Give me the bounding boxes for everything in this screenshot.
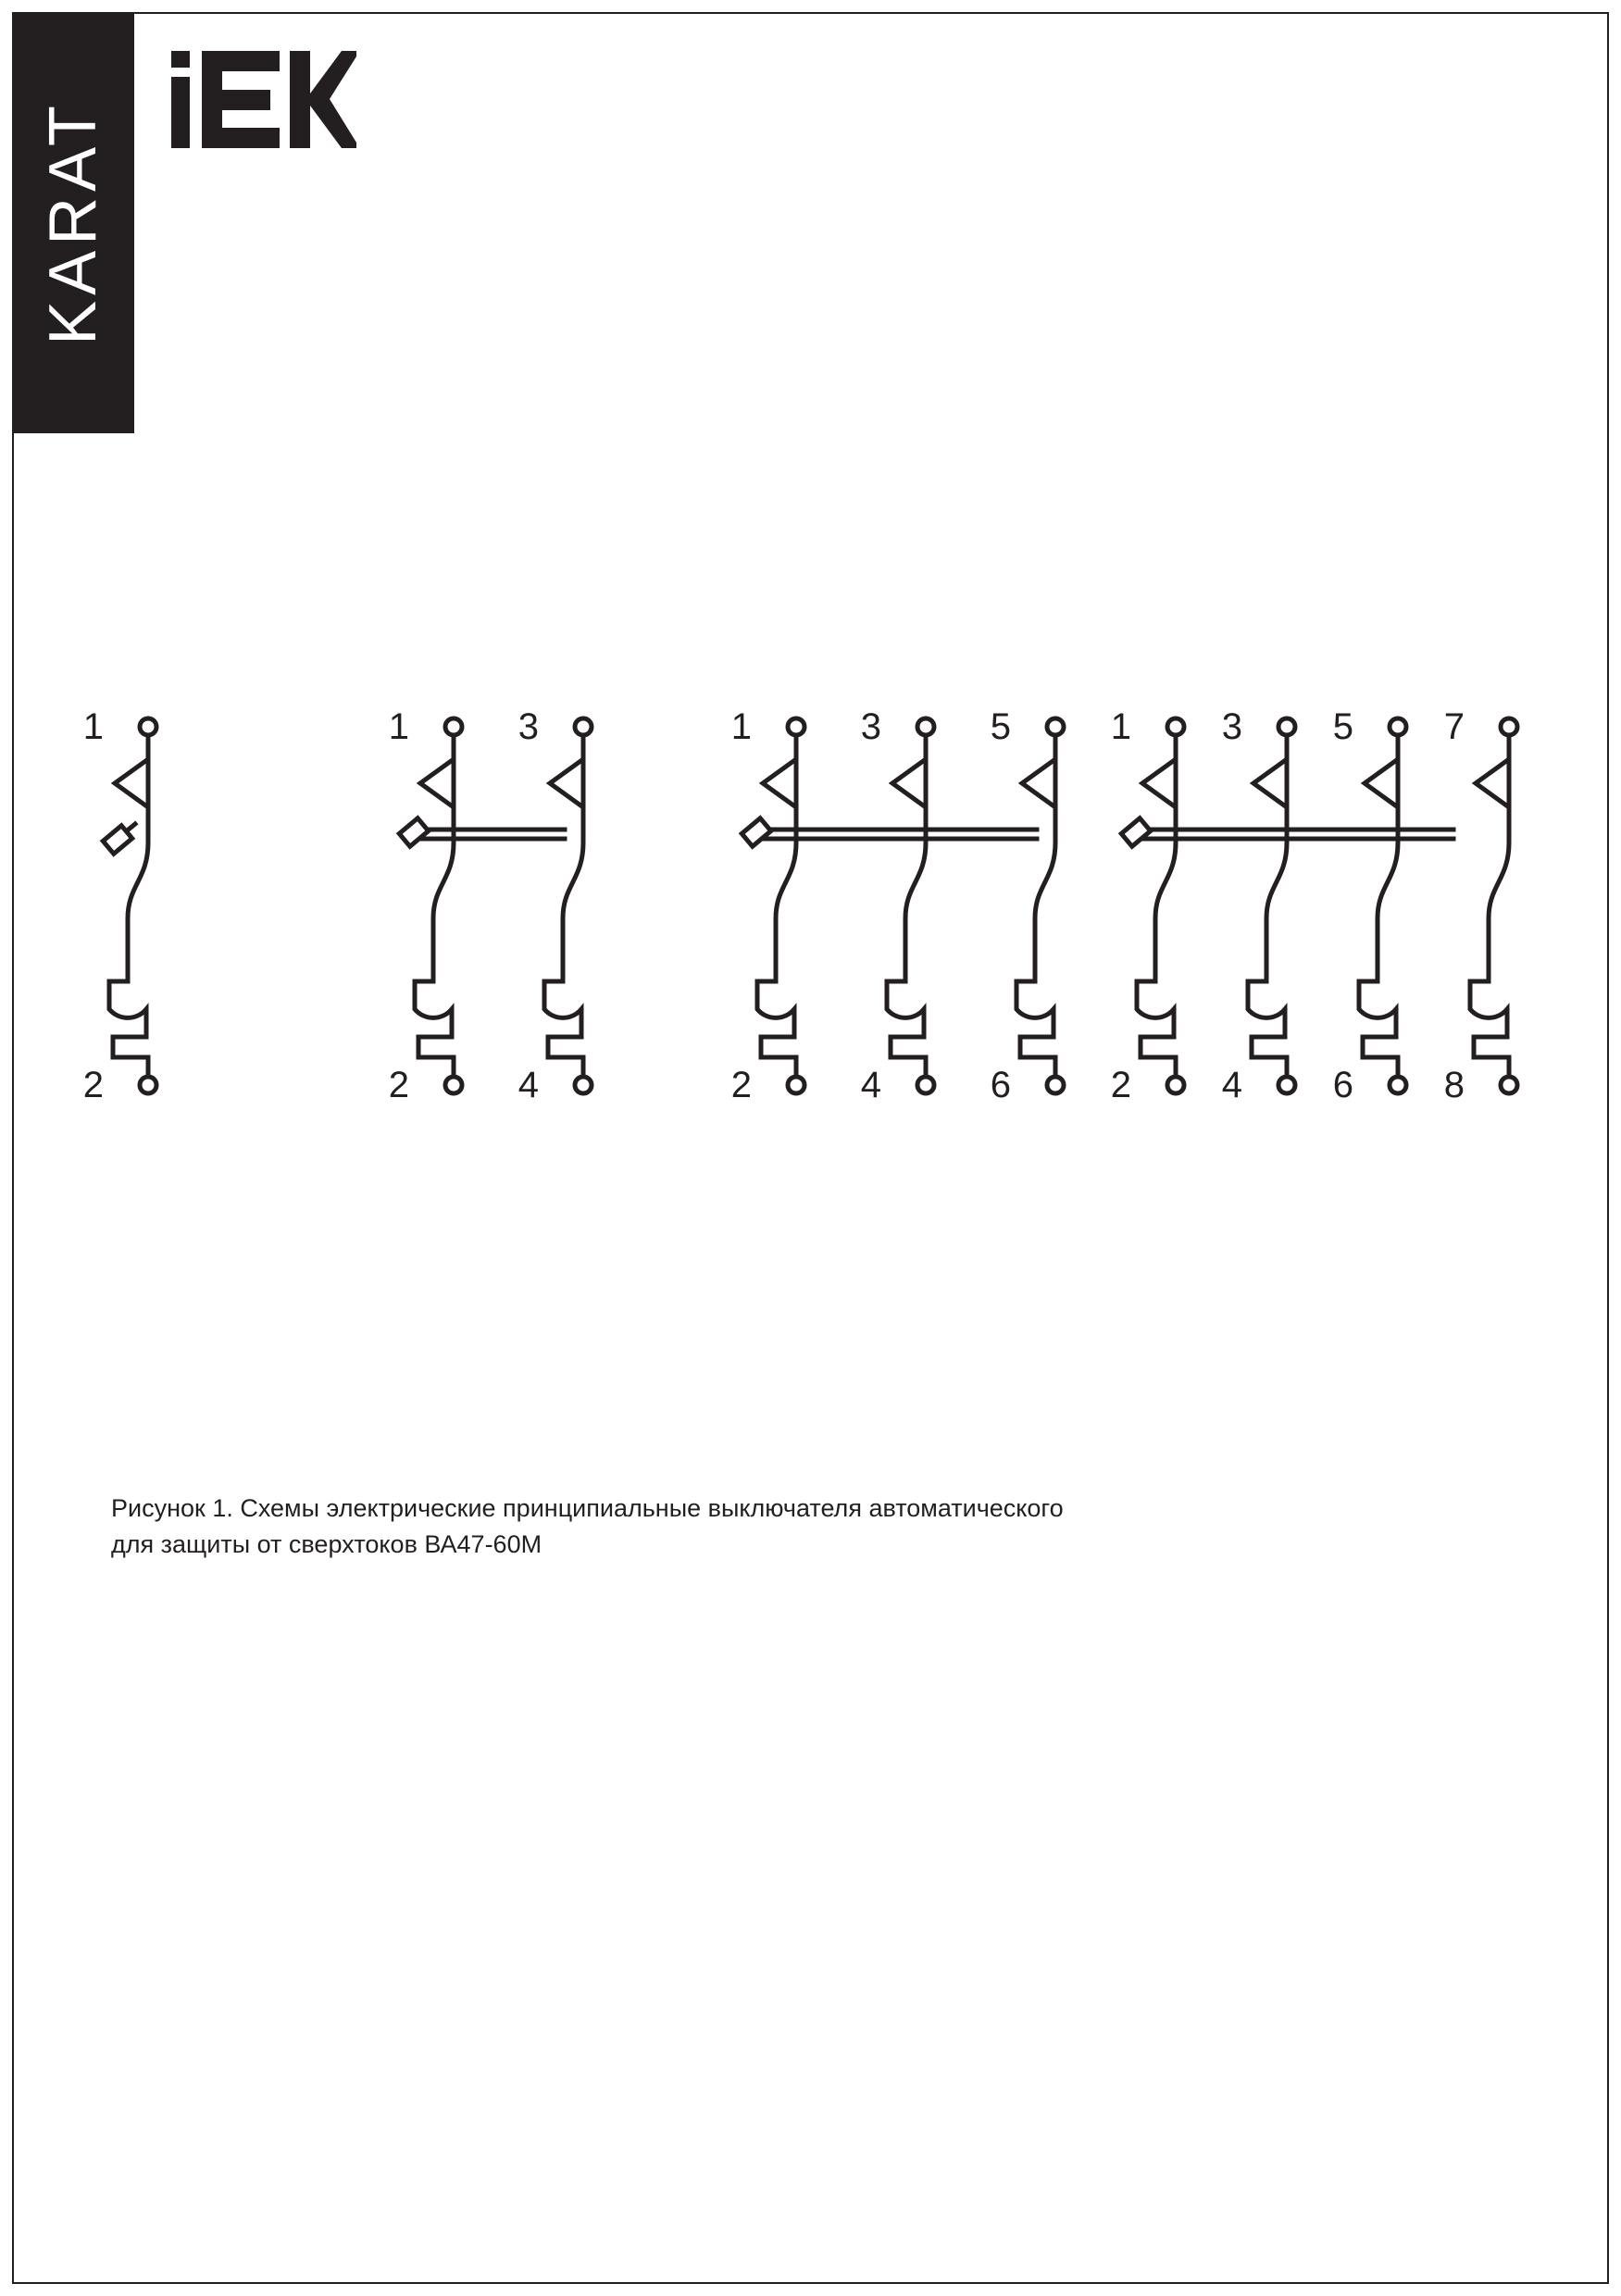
- svg-text:2: 2: [1110, 1065, 1131, 1105]
- svg-text:7: 7: [1443, 706, 1465, 747]
- figure-caption-line-2: для защиты от сверхтоков ВА47-60М: [111, 1530, 542, 1559]
- diagram-1-pole: [83, 706, 156, 1105]
- figure-caption-line-1: Рисунок 1. Схемы электрические принципиальные выключателя автоматического: [111, 1494, 1064, 1522]
- svg-text:4: 4: [1221, 1065, 1242, 1105]
- svg-text:2: 2: [82, 1065, 104, 1105]
- svg-text:6: 6: [990, 1065, 1011, 1105]
- svg-text:1: 1: [1110, 706, 1131, 747]
- svg-text:1: 1: [82, 706, 104, 747]
- svg-text:3: 3: [860, 706, 881, 747]
- svg-text:2: 2: [730, 1065, 752, 1105]
- svg-text:6: 6: [1332, 1065, 1353, 1105]
- brand-tab-label: KARAT: [36, 100, 110, 345]
- figure-caption: [111, 1491, 1315, 1563]
- svg-text:4: 4: [860, 1065, 881, 1105]
- svg-text:1: 1: [388, 706, 409, 747]
- svg-text:4: 4: [517, 1065, 539, 1105]
- circuit-diagrams: [82, 704, 1537, 1185]
- svg-text:8: 8: [1443, 1065, 1465, 1105]
- iek-logo: [171, 51, 356, 148]
- svg-text:1: 1: [730, 706, 752, 747]
- svg-text:5: 5: [1332, 706, 1353, 747]
- brand-tab: [12, 12, 134, 433]
- svg-text:5: 5: [990, 706, 1011, 747]
- svg-text:2: 2: [388, 1065, 409, 1105]
- diagram-4-pole: [1111, 706, 1517, 1105]
- diagram-2-pole: [389, 706, 592, 1105]
- svg-text:3: 3: [1221, 706, 1242, 747]
- diagram-3-pole: [731, 706, 1064, 1105]
- svg-text:3: 3: [517, 706, 539, 747]
